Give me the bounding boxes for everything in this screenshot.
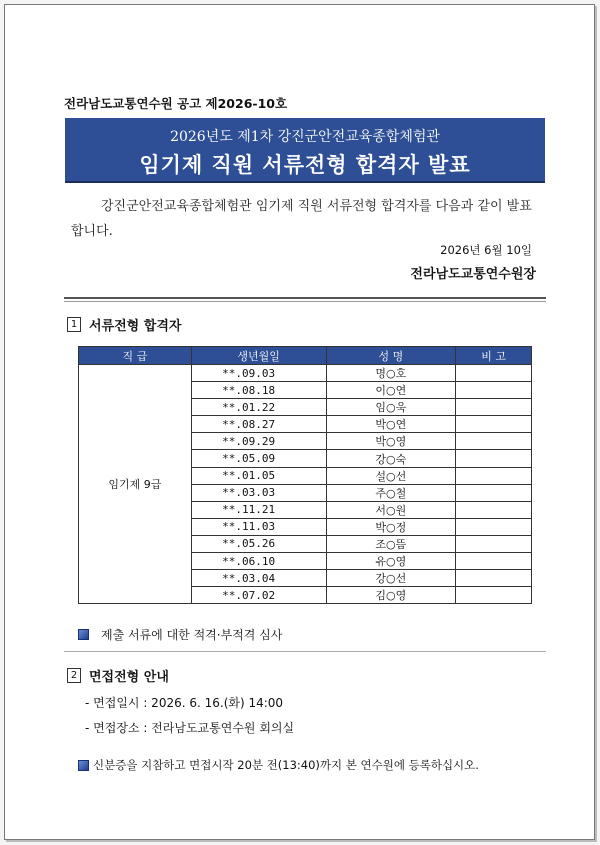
note-cell: [456, 570, 532, 587]
table-row: [79, 365, 532, 382]
birth-cell: **.01.22: [191, 399, 326, 416]
birth-cell: **.05.26: [191, 535, 326, 552]
note-cell: [456, 365, 532, 382]
section-2-heading: [67, 666, 169, 685]
note-cell: [456, 518, 532, 535]
header-birth: 생년월일: [191, 347, 326, 365]
note-cell: [456, 467, 532, 484]
divider-top: [64, 297, 546, 299]
name-cell: 주○철: [326, 484, 456, 501]
section-1-title: 서류전형 합격자: [89, 319, 182, 334]
section-2-title: 면접전형 안내: [89, 670, 169, 685]
title-banner: [65, 118, 545, 183]
note-cell: [456, 450, 532, 467]
divider-mid: [64, 651, 546, 652]
note-2-text: 신분증을 지참하고 면접시작 20분 전(13:40)까지 본 연수원에 등록하십시오.: [93, 758, 479, 772]
name-cell: 명○호: [326, 365, 456, 382]
note-cell: [456, 553, 532, 570]
intro-text: 강진군안전교육종합체험관 임기제 직원 서류전형 합격자를 다음과 같이 발표합니다.: [71, 199, 532, 239]
birth-cell: **.03.03: [191, 484, 326, 501]
name-cell: 강○선: [326, 570, 456, 587]
banner-title: 임기제 직원 서류전형 합격자 발표: [139, 153, 471, 177]
grade-cell: 임기제 9급: [79, 365, 192, 604]
interview-datetime: - 면접일시 : 2026. 6. 16.(화) 14:00: [85, 696, 284, 710]
header-name: 성 명: [326, 347, 456, 365]
birth-cell: **.09.29: [191, 433, 326, 450]
birth-cell: **.11.03: [191, 518, 326, 535]
header-note: 비 고: [456, 347, 532, 365]
birth-cell: **.09.03: [191, 365, 326, 382]
birth-cell: **.11.21: [191, 501, 326, 518]
note-1-text: 제출 서류에 대한 적격·부적격 심사: [101, 628, 283, 642]
name-cell: 조○뜸: [326, 535, 456, 552]
divider-top-thin: [64, 301, 546, 302]
birth-cell: **.03.04: [191, 570, 326, 587]
name-cell: 강○숙: [326, 450, 456, 467]
birth-cell: **.08.27: [191, 416, 326, 433]
banner-subtitle: 2026년도 제1차 강진군안전교육종합체험관: [170, 129, 440, 145]
document-page: [4, 4, 595, 840]
note-cell: [456, 399, 532, 416]
note-cell: [456, 484, 532, 501]
note-cell: [456, 433, 532, 450]
birth-cell: **.08.18: [191, 382, 326, 399]
birth-cell: **.05.09: [191, 450, 326, 467]
name-cell: 서○원: [326, 501, 456, 518]
name-cell: 임○욱: [326, 399, 456, 416]
name-cell: 박○영: [326, 433, 456, 450]
birth-cell: **.07.02: [191, 587, 326, 604]
signer: 전라남도교통연수원장: [410, 267, 536, 282]
square-bullet-icon: [78, 629, 89, 640]
header-grade: 직 급: [79, 347, 192, 365]
section-1-number: 1: [67, 317, 81, 332]
notice-number: 전라남도교통연수원 공고 제2026-10호: [64, 96, 288, 111]
name-cell: 이○연: [326, 382, 456, 399]
name-cell: 김○영: [326, 587, 456, 604]
square-bullet-icon: [78, 760, 89, 771]
result-table: [78, 346, 532, 604]
name-cell: 설○선: [326, 467, 456, 484]
note-cell: [456, 587, 532, 604]
section-1-heading: [67, 315, 181, 334]
table-header-row: [79, 347, 532, 365]
announcement-date: 2026년 6월 10일: [440, 243, 532, 257]
interview-place: - 면접장소 : 전라남도교통연수원 회의실: [85, 721, 295, 735]
name-cell: 박○정: [326, 518, 456, 535]
note-cell: [456, 382, 532, 399]
name-cell: 유○영: [326, 553, 456, 570]
note-1: [78, 626, 282, 643]
birth-cell: **.01.05: [191, 467, 326, 484]
note-2: [78, 757, 479, 773]
note-cell: [456, 416, 532, 433]
section-2-number: 2: [67, 668, 81, 683]
note-cell: [456, 535, 532, 552]
note-cell: [456, 501, 532, 518]
birth-cell: **.06.10: [191, 553, 326, 570]
name-cell: 박○연: [326, 416, 456, 433]
